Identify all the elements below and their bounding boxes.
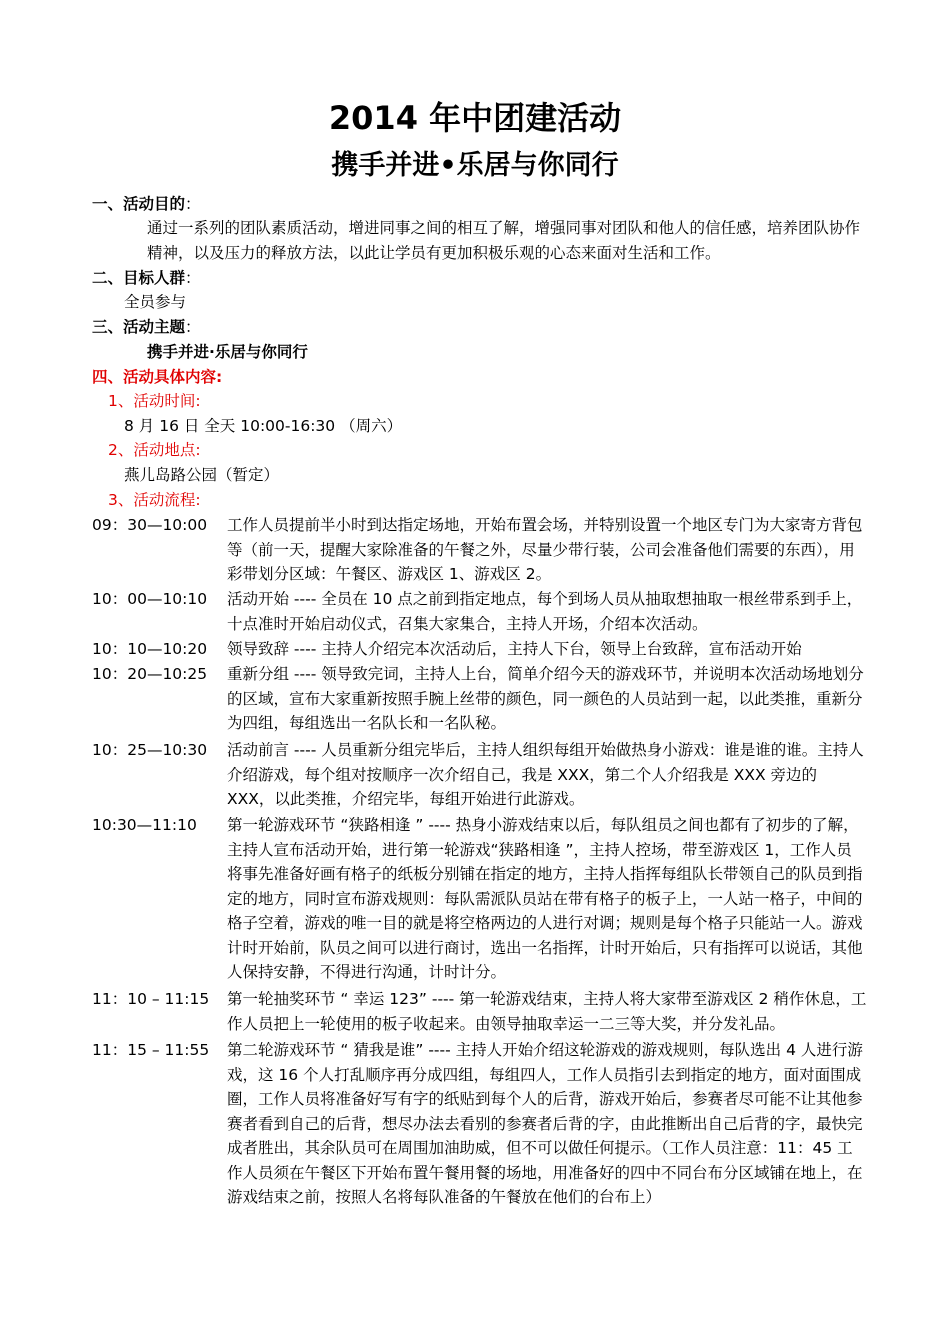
schedule-time: 10：00—10:10	[92, 590, 208, 608]
schedule-text: 活动开始 ---- 全员在 10 点之前到指定地点，每个到场人员从抽取想抽取一根丝带系到手上，十点准时开始启动仪式，召集大家集合，主持人开场，介绍本次活动。	[227, 590, 863, 633]
section-purpose-colon: ：	[185, 195, 201, 213]
section-purpose-heading-row	[92, 192, 201, 217]
section-audience-heading: 二、目标人群	[92, 269, 186, 287]
schedule-time: 11：15 – 11:55	[92, 1041, 210, 1059]
schedule-time: 11：10 – 11:15	[92, 990, 210, 1008]
activity-time-label: 1、活动时间:	[108, 392, 201, 410]
schedule-entry	[92, 1038, 867, 1210]
schedule-text: 领导致辞 ---- 主持人介绍完本次活动后，主持人下台，领导上台致辞，宣布活动开始	[227, 640, 802, 658]
document-title: 2014 年中团建活动	[328, 99, 622, 137]
schedule-time: 10:30—11:10	[92, 816, 197, 834]
schedule-entry	[92, 662, 867, 736]
schedule-entry	[92, 637, 867, 662]
schedule-time: 10：25—10:30	[92, 741, 208, 759]
schedule-entry	[92, 738, 867, 812]
schedule-time: 10：10—10:20	[92, 640, 208, 658]
schedule-entry	[92, 987, 867, 1036]
schedule-time: 10：20—10:25	[92, 665, 208, 683]
schedule-entry	[92, 587, 867, 636]
document-subtitle: 携手并进•乐居与你同行	[331, 150, 619, 181]
section-audience-colon: ：	[185, 269, 201, 287]
schedule-text: 第一轮游戏环节 “狭路相逢 ” ---- 热身小游戏结束以后，每队组员之间也都有了初步的了解，主持人宣布活动开始，进行第一轮游戏“狭路相逢 ”，主持人控场，带至游戏区 1，工作人员将事先准备好画有格子的纸板分别铺在指定的地方，主持人指挥每组队长带领自己的队员到指定的地方，同时宣布游戏规则：每队需派队员站在带有格子的板子上，一人站一格子，中间的格子空着，游戏的唯一目的就是将空格两边的人进行对调；规则是每个格子只能站一人。游戏计时开始前，队员之间可以进行商讨，选出一名指挥，计时开始后，只有指挥可以说话，其他人保持安静，不得进行沟通，计时计分。	[227, 816, 863, 981]
section-content-heading: 四、活动具体内容:	[92, 368, 223, 386]
schedule-text: 工作人员提前半小时到达指定场地，开始布置会场，并特别设置一个地区专门为大家寄方背包等（前一天，提醒大家除准备的午餐之外，尽量少带行装，公司会准备他们需要的东西），用彩带划分区域：午餐区、游戏区 1、游戏区 2。	[227, 516, 863, 583]
schedule-entry	[92, 813, 867, 985]
schedule-time: 09：30—10:00	[92, 516, 208, 534]
section-audience-heading-row	[92, 266, 201, 291]
section-theme-colon: ：	[185, 318, 201, 336]
activity-flow-label: 3、活动流程:	[108, 491, 201, 509]
activity-place-value: 燕儿岛路公园（暂定）	[124, 466, 280, 484]
activity-place-label: 2、活动地点:	[108, 441, 201, 459]
schedule-text: 第二轮游戏环节 “ 猜我是谁” ---- 主持人开始介绍这轮游戏的游戏规则，每队选出 4 人进行游戏，这 16 个人打乱顺序再分成四组，每组四人，工作人员指引去到指定的地方，面对面围成圈，工作人员将准备好写有字的纸贴到每个人的后背，游戏开始后，参赛者尽可能不让其他参赛者看到自己的后背，想尽办法去看别的参赛者后背的字，由此推断出自己后背的字，最快完成者胜出，其余队员可在周围加油助威，但不可以做任何提示。（工作人员注意：11：45 工作人员须在午餐区下开始布置午餐用餐的场地，用准备好的四中不同台布分区域铺在地上，在游戏结束之前，按照人名将每队准备的午餐放在他们的台布上）	[227, 1041, 863, 1206]
section-purpose-text: 通过一系列的团队素质活动，增进同事之间的相互了解，增强同事对团队和他人的信任感，培养团队协作精神，以及压力的释放方法，以此让学员有更加积极乐观的心态来面对生活和工作。	[147, 219, 861, 262]
section-audience-text: 全员参与	[124, 293, 187, 311]
schedule-text: 重新分组 ---- 领导致完词，主持人上台，简单介绍今天的游戏环节，并说明本次活动场地划分的区域，宣布大家重新按照手腕上丝带的颜色，同一颜色的人员站到一起，以此类推，重新分为四组，每组选出一名队长和一名队秘。	[227, 665, 864, 732]
schedule-entry	[92, 513, 867, 587]
schedule-text: 第一轮抽奖环节 “ 幸运 123” ---- 第一轮游戏结束，主持人将大家带至游戏区 2 稍作休息，工作人员把上一轮使用的板子收起来。由领导抽取幸运一二三等大奖，并分发礼品。	[227, 990, 867, 1033]
activity-time-value: 8 月 16 日 全天 10:00-16:30 （周六）	[124, 417, 403, 435]
section-theme-text: 携手并进·乐居与你同行	[147, 343, 308, 361]
section-theme-heading: 三、活动主题	[92, 318, 186, 336]
section-theme-heading-row	[92, 315, 201, 340]
schedule-text: 活动前言 ---- 人员重新分组完毕后，主持人组织每组开始做热身小游戏：谁是谁的谁。主持人介绍游戏，每个组对按顺序一次介绍自己，我是 XXX，第二个人介绍我是 XXX 旁边的 XXX，以此类推，介绍完毕，每组开始进行此游戏。	[227, 741, 864, 808]
section-purpose-heading: 一、活动目的	[92, 195, 186, 213]
